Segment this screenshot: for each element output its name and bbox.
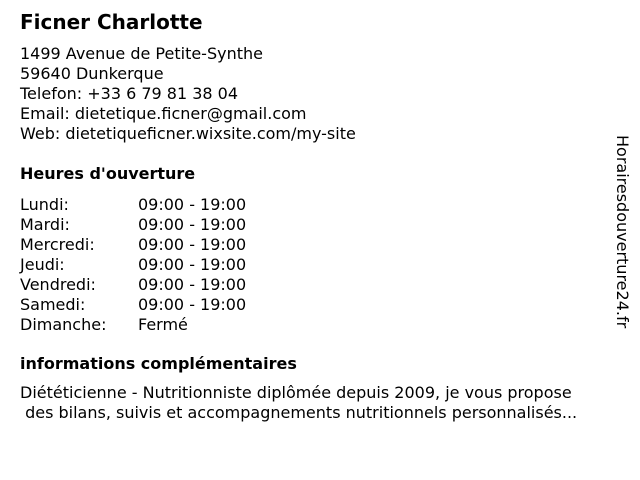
hours-row-sunday — [20, 315, 246, 335]
description — [20, 383, 630, 423]
info-heading: informations complémentaires — [20, 354, 297, 373]
hours-time: 09:00 - 19:00 — [138, 255, 247, 274]
hours-day: Dimanche: — [20, 315, 107, 334]
business-name: Ficner Charlotte — [20, 10, 203, 34]
watermark-text: Horairesdouverture24.fr — [613, 135, 632, 329]
hours-day: Jeudi: — [20, 255, 65, 274]
hours-time: Fermé — [138, 315, 188, 334]
hours-row-tuesday — [20, 215, 246, 235]
hours-day: Mercredi: — [20, 235, 95, 254]
hours-day: Vendredi: — [20, 275, 96, 294]
description-line-2: des bilans, suivis et accompagnements nutritionnels personnalisés... — [20, 403, 578, 422]
address-city: 59640 Dunkerque — [20, 64, 164, 83]
hours-row-monday — [20, 195, 246, 215]
description-line-1: Diététicienne - Nutritionniste diplômée depuis 2009, je vous propose — [20, 383, 572, 402]
hours-heading: Heures d'ouverture — [20, 164, 196, 183]
hours-time: 09:00 - 19:00 — [138, 195, 247, 214]
hours-day: Lundi: — [20, 195, 69, 214]
contact-block — [20, 44, 356, 144]
hours-time: 09:00 - 19:00 — [138, 215, 247, 234]
hours-time: 09:00 - 19:00 — [138, 275, 247, 294]
hours-time: 09:00 - 19:00 — [138, 235, 247, 254]
hours-row-wednesday — [20, 235, 246, 255]
phone-number: Telefon: +33 6 79 81 38 04 — [20, 84, 239, 103]
hours-time: 09:00 - 19:00 — [138, 295, 247, 314]
website: Web: dietetiqueficner.wixsite.com/my-site — [20, 124, 356, 143]
hours-row-friday — [20, 275, 246, 295]
hours-row-thursday — [20, 255, 246, 275]
hours-day: Samedi: — [20, 295, 86, 314]
hours-table — [20, 195, 246, 335]
email-address: Email: dietetique.ficner@gmail.com — [20, 104, 307, 123]
hours-row-saturday — [20, 295, 246, 315]
address-street: 1499 Avenue de Petite-Synthe — [20, 44, 263, 63]
hours-day: Mardi: — [20, 215, 70, 234]
